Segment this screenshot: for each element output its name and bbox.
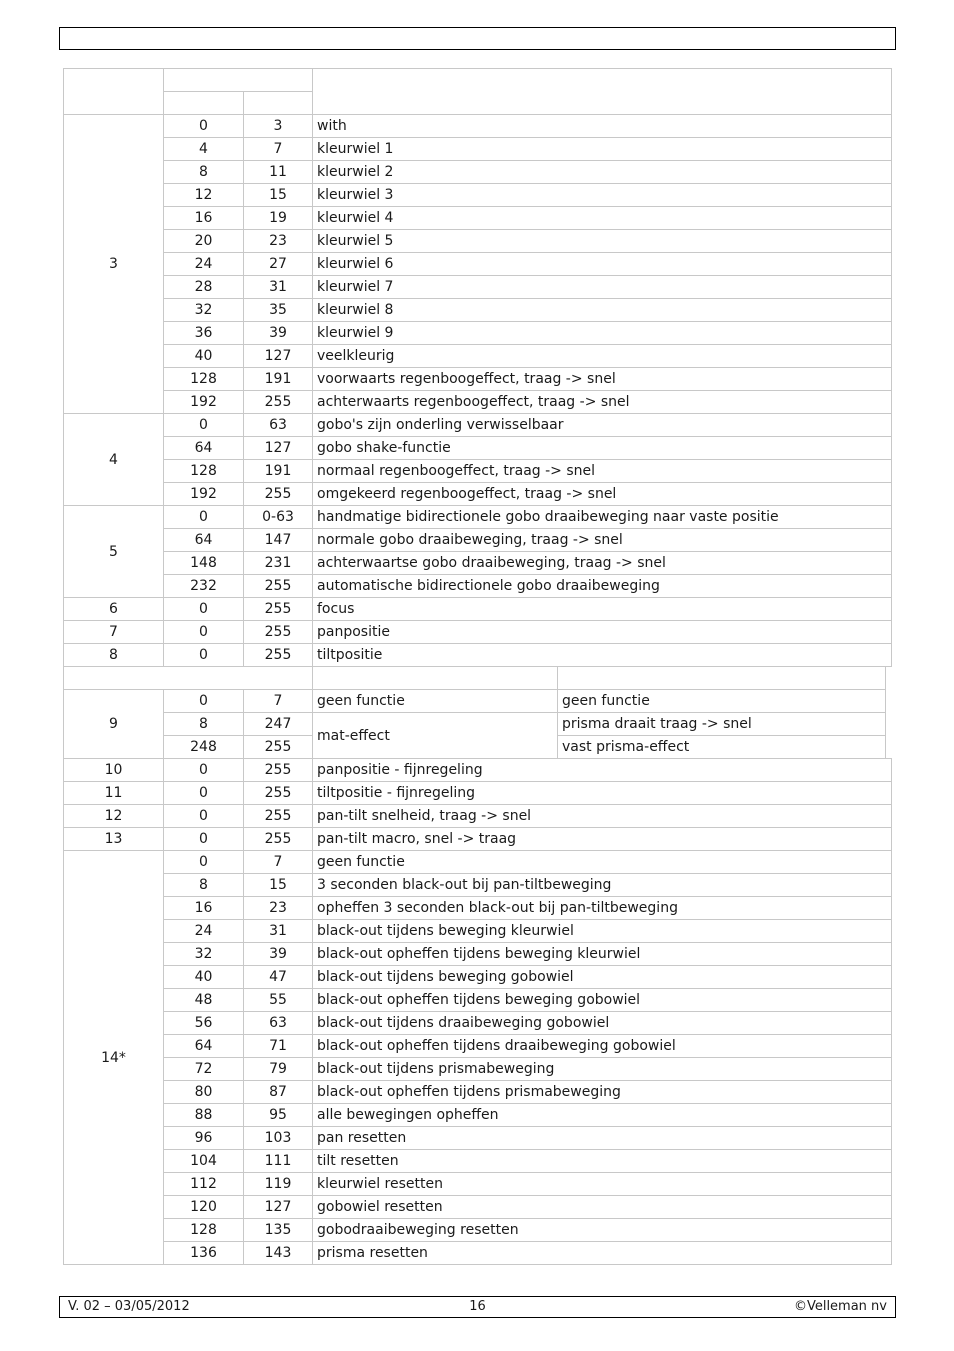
function-cell: black-out tijdens beweging gobowiel [313, 966, 892, 989]
table-row [64, 1081, 892, 1104]
function-right-cell: vast prisma-effect [558, 736, 886, 759]
value-to-cell: 255 [244, 782, 313, 805]
table-row [64, 460, 892, 483]
value-from-cell: 120 [164, 1196, 244, 1219]
table-row [64, 966, 892, 989]
function-cell: kleurwiel 3 [313, 184, 892, 207]
function-cell: alle bewegingen opheffen [313, 1104, 892, 1127]
table-row [64, 437, 892, 460]
function-cell: black-out tijdens beweging kleurwiel [313, 920, 892, 943]
value-from-cell: 148 [164, 552, 244, 575]
function-cell: black-out opheffen tijdens beweging gobowiel [313, 989, 892, 1012]
table-row [64, 1196, 892, 1219]
function-cell: black-out tijdens draaibeweging gobowiel [313, 1012, 892, 1035]
function-cell: voorwaarts regenboogeffect, traag -> snel [313, 368, 892, 391]
function-left-cell: mat-effect [313, 713, 558, 759]
table-row [64, 1012, 892, 1035]
header-channel-cell [64, 69, 164, 115]
value-from-cell: 64 [164, 1035, 244, 1058]
value-to-cell: 191 [244, 460, 313, 483]
value-from-cell: 8 [164, 874, 244, 897]
table-row [64, 207, 892, 230]
function-cell: omgekeerd regenboogeffect, traag -> snel [313, 483, 892, 506]
value-to-cell: 15 [244, 874, 313, 897]
value-from-cell: 72 [164, 1058, 244, 1081]
value-from-cell: 128 [164, 460, 244, 483]
value-to-cell: 7 [244, 690, 313, 713]
function-cell: tiltpositie [313, 644, 892, 667]
function-cell: gobo's zijn onderling verwisselbaar [313, 414, 892, 437]
table-row [64, 989, 892, 1012]
value-from-cell: 20 [164, 230, 244, 253]
function-cell: focus [313, 598, 892, 621]
value-to-cell: 255 [244, 483, 313, 506]
table-row [64, 1127, 892, 1150]
value-to-cell: 63 [244, 1012, 313, 1035]
channel-cell: 10 [64, 759, 164, 782]
function-cell: kleurwiel 5 [313, 230, 892, 253]
value-from-cell: 0 [164, 115, 244, 138]
function-cell: black-out tijdens prismabeweging [313, 1058, 892, 1081]
table-row [64, 943, 892, 966]
value-from-cell: 0 [164, 828, 244, 851]
value-to-cell: 111 [244, 1150, 313, 1173]
table-row [64, 391, 892, 414]
table-row [64, 1058, 892, 1081]
value-to-cell: 39 [244, 943, 313, 966]
value-from-cell: 0 [164, 644, 244, 667]
function-cell: gobowiel resetten [313, 1196, 892, 1219]
table-row [64, 759, 892, 782]
value-to-cell: 255 [244, 391, 313, 414]
function-cell: black-out opheffen tijdens beweging kleurwiel [313, 943, 892, 966]
value-from-cell: 0 [164, 782, 244, 805]
value-from-cell: 104 [164, 1150, 244, 1173]
function-cell: kleurwiel 7 [313, 276, 892, 299]
value-to-cell: 11 [244, 161, 313, 184]
value-from-cell: 96 [164, 1127, 244, 1150]
channel-cell: 4 [64, 414, 164, 506]
value-from-cell: 0 [164, 621, 244, 644]
value-from-cell: 32 [164, 943, 244, 966]
table-edge-pad [886, 667, 892, 690]
table-row [64, 920, 892, 943]
footer-copyright: ©Velleman nv [793, 1299, 887, 1314]
table-row [64, 1150, 892, 1173]
value-to-cell: 255 [244, 575, 313, 598]
channel-cell: 13 [64, 828, 164, 851]
value-from-cell: 80 [164, 1081, 244, 1104]
table-row [64, 506, 892, 529]
function-cell: tilt resetten [313, 1150, 892, 1173]
function-cell: kleurwiel resetten [313, 1173, 892, 1196]
function-cell: kleurwiel 2 [313, 161, 892, 184]
table-row [64, 345, 892, 368]
value-to-cell: 135 [244, 1219, 313, 1242]
value-from-cell: 112 [164, 1173, 244, 1196]
table-row [64, 552, 892, 575]
table-row [64, 1242, 892, 1265]
function-cell: prisma resetten [313, 1242, 892, 1265]
table-row [64, 667, 892, 690]
value-from-cell: 0 [164, 506, 244, 529]
table-row [64, 368, 892, 391]
table-row [64, 1219, 892, 1242]
mode-header-blank [64, 667, 313, 690]
table-row [64, 805, 892, 828]
table-edge-pad [886, 736, 892, 759]
value-to-cell: 3 [244, 115, 313, 138]
value-from-cell: 0 [164, 851, 244, 874]
table-row [64, 230, 892, 253]
value-from-cell: 64 [164, 437, 244, 460]
function-cell: veelkleurig [313, 345, 892, 368]
function-cell: handmatige bidirectionele gobo draaibeweging naar vaste positie [313, 506, 892, 529]
channel-cell: 6 [64, 598, 164, 621]
value-from-cell: 0 [164, 805, 244, 828]
value-to-cell: 23 [244, 230, 313, 253]
header-to-cell [244, 92, 313, 115]
value-from-cell: 16 [164, 207, 244, 230]
channel-cell: 7 [64, 621, 164, 644]
table-row [64, 1104, 892, 1127]
value-from-cell: 28 [164, 276, 244, 299]
table-row [64, 69, 892, 92]
value-to-cell: 47 [244, 966, 313, 989]
table-row [64, 621, 892, 644]
table-row [64, 276, 892, 299]
value-from-cell: 36 [164, 322, 244, 345]
value-from-cell: 128 [164, 1219, 244, 1242]
table-row [64, 184, 892, 207]
value-from-cell: 8 [164, 161, 244, 184]
value-from-cell: 64 [164, 529, 244, 552]
value-to-cell: 19 [244, 207, 313, 230]
value-from-cell: 128 [164, 368, 244, 391]
channel-cell: 8 [64, 644, 164, 667]
table-row [64, 529, 892, 552]
value-to-cell: 127 [244, 437, 313, 460]
value-to-cell: 7 [244, 851, 313, 874]
value-to-cell: 255 [244, 828, 313, 851]
table-row [64, 690, 892, 713]
value-to-cell: 255 [244, 759, 313, 782]
function-cell: with [313, 115, 892, 138]
value-from-cell: 8 [164, 713, 244, 736]
table-edge-pad [886, 690, 892, 713]
value-to-cell: 255 [244, 805, 313, 828]
dmx-channel-table [63, 68, 892, 1265]
function-cell: pan resetten [313, 1127, 892, 1150]
value-from-cell: 32 [164, 299, 244, 322]
value-to-cell: 247 [244, 713, 313, 736]
channel-cell: 12 [64, 805, 164, 828]
function-cell: gobo shake-functie [313, 437, 892, 460]
channel-cell: 11 [64, 782, 164, 805]
value-to-cell: 127 [244, 345, 313, 368]
value-to-cell: 0-63 [244, 506, 313, 529]
table-row [64, 851, 892, 874]
table-row [64, 414, 892, 437]
value-to-cell: 255 [244, 621, 313, 644]
function-cell: black-out opheffen tijdens prismabeweging [313, 1081, 892, 1104]
value-from-cell: 0 [164, 598, 244, 621]
table-row [64, 713, 892, 736]
channel-cell: 14* [64, 851, 164, 1265]
function-cell: kleurwiel 1 [313, 138, 892, 161]
value-to-cell: 63 [244, 414, 313, 437]
table-row [64, 161, 892, 184]
value-to-cell: 147 [244, 529, 313, 552]
function-cell: black-out opheffen tijdens draaibeweging gobowiel [313, 1035, 892, 1058]
header-value-cell [164, 69, 313, 92]
channel-cell: 9 [64, 690, 164, 759]
footer-version: V. 02 – 03/05/2012 [68, 1299, 190, 1314]
value-to-cell: 143 [244, 1242, 313, 1265]
table-row [64, 115, 892, 138]
page-footer [59, 1296, 896, 1318]
page-header-box [59, 27, 896, 50]
value-to-cell: 15 [244, 184, 313, 207]
value-from-cell: 40 [164, 966, 244, 989]
table-row [64, 828, 892, 851]
value-to-cell: 31 [244, 920, 313, 943]
value-from-cell: 4 [164, 138, 244, 161]
function-cell: achterwaarts regenboogeffect, traag -> snel [313, 391, 892, 414]
value-from-cell: 24 [164, 253, 244, 276]
value-to-cell: 191 [244, 368, 313, 391]
value-to-cell: 119 [244, 1173, 313, 1196]
footer-page-number: 16 [469, 1299, 486, 1314]
table-row [64, 299, 892, 322]
table-edge-pad [886, 713, 892, 736]
value-from-cell: 12 [164, 184, 244, 207]
value-from-cell: 136 [164, 1242, 244, 1265]
function-right-cell: geen functie [558, 690, 886, 713]
table-row [64, 575, 892, 598]
value-to-cell: 55 [244, 989, 313, 1012]
table-row [64, 874, 892, 897]
function-cell: normaal regenboogeffect, traag -> snel [313, 460, 892, 483]
value-from-cell: 232 [164, 575, 244, 598]
table-row [64, 644, 892, 667]
value-to-cell: 31 [244, 276, 313, 299]
function-cell: pan-tilt snelheid, traag -> snel [313, 805, 892, 828]
function-cell: kleurwiel 8 [313, 299, 892, 322]
function-cell: kleurwiel 9 [313, 322, 892, 345]
table-row [64, 1035, 892, 1058]
function-cell: geen functie [313, 851, 892, 874]
value-to-cell: 71 [244, 1035, 313, 1058]
function-cell: automatische bidirectionele gobo draaibeweging [313, 575, 892, 598]
function-cell: gobodraaibeweging resetten [313, 1219, 892, 1242]
value-to-cell: 35 [244, 299, 313, 322]
function-cell: kleurwiel 4 [313, 207, 892, 230]
value-to-cell: 231 [244, 552, 313, 575]
table-row [64, 138, 892, 161]
value-to-cell: 87 [244, 1081, 313, 1104]
channel-cell: 5 [64, 506, 164, 598]
value-from-cell: 40 [164, 345, 244, 368]
value-to-cell: 79 [244, 1058, 313, 1081]
header-from-cell [164, 92, 244, 115]
function-cell: opheffen 3 seconden black-out bij pan-tiltbeweging [313, 897, 892, 920]
function-left-cell: geen functie [313, 690, 558, 713]
function-cell: normale gobo draaibeweging, traag -> snel [313, 529, 892, 552]
function-cell: kleurwiel 6 [313, 253, 892, 276]
function-cell: panpositie [313, 621, 892, 644]
value-to-cell: 27 [244, 253, 313, 276]
mode-header-left [313, 667, 558, 690]
table-row [64, 598, 892, 621]
value-from-cell: 88 [164, 1104, 244, 1127]
value-to-cell: 255 [244, 598, 313, 621]
header-function-cell [313, 69, 892, 115]
function-cell: 3 seconden black-out bij pan-tiltbeweging [313, 874, 892, 897]
value-to-cell: 39 [244, 322, 313, 345]
table-row [64, 253, 892, 276]
mode-header-right [558, 667, 886, 690]
function-cell: pan-tilt macro, snel -> traag [313, 828, 892, 851]
value-from-cell: 16 [164, 897, 244, 920]
value-from-cell: 192 [164, 483, 244, 506]
function-cell: achterwaartse gobo draaibeweging, traag -> snel [313, 552, 892, 575]
value-to-cell: 255 [244, 736, 313, 759]
value-from-cell: 192 [164, 391, 244, 414]
value-to-cell: 103 [244, 1127, 313, 1150]
table-row [64, 322, 892, 345]
table-row [64, 897, 892, 920]
function-cell: tiltpositie - fijnregeling [313, 782, 892, 805]
value-to-cell: 255 [244, 644, 313, 667]
value-from-cell: 0 [164, 690, 244, 713]
value-from-cell: 24 [164, 920, 244, 943]
value-from-cell: 248 [164, 736, 244, 759]
value-to-cell: 95 [244, 1104, 313, 1127]
table-row [64, 1173, 892, 1196]
value-to-cell: 127 [244, 1196, 313, 1219]
value-to-cell: 23 [244, 897, 313, 920]
value-from-cell: 56 [164, 1012, 244, 1035]
value-from-cell: 48 [164, 989, 244, 1012]
value-from-cell: 0 [164, 759, 244, 782]
value-to-cell: 7 [244, 138, 313, 161]
function-cell: panpositie - fijnregeling [313, 759, 892, 782]
function-right-cell: prisma draait traag -> snel [558, 713, 886, 736]
table-row [64, 782, 892, 805]
value-from-cell: 0 [164, 414, 244, 437]
channel-cell: 3 [64, 115, 164, 414]
table-row [64, 483, 892, 506]
